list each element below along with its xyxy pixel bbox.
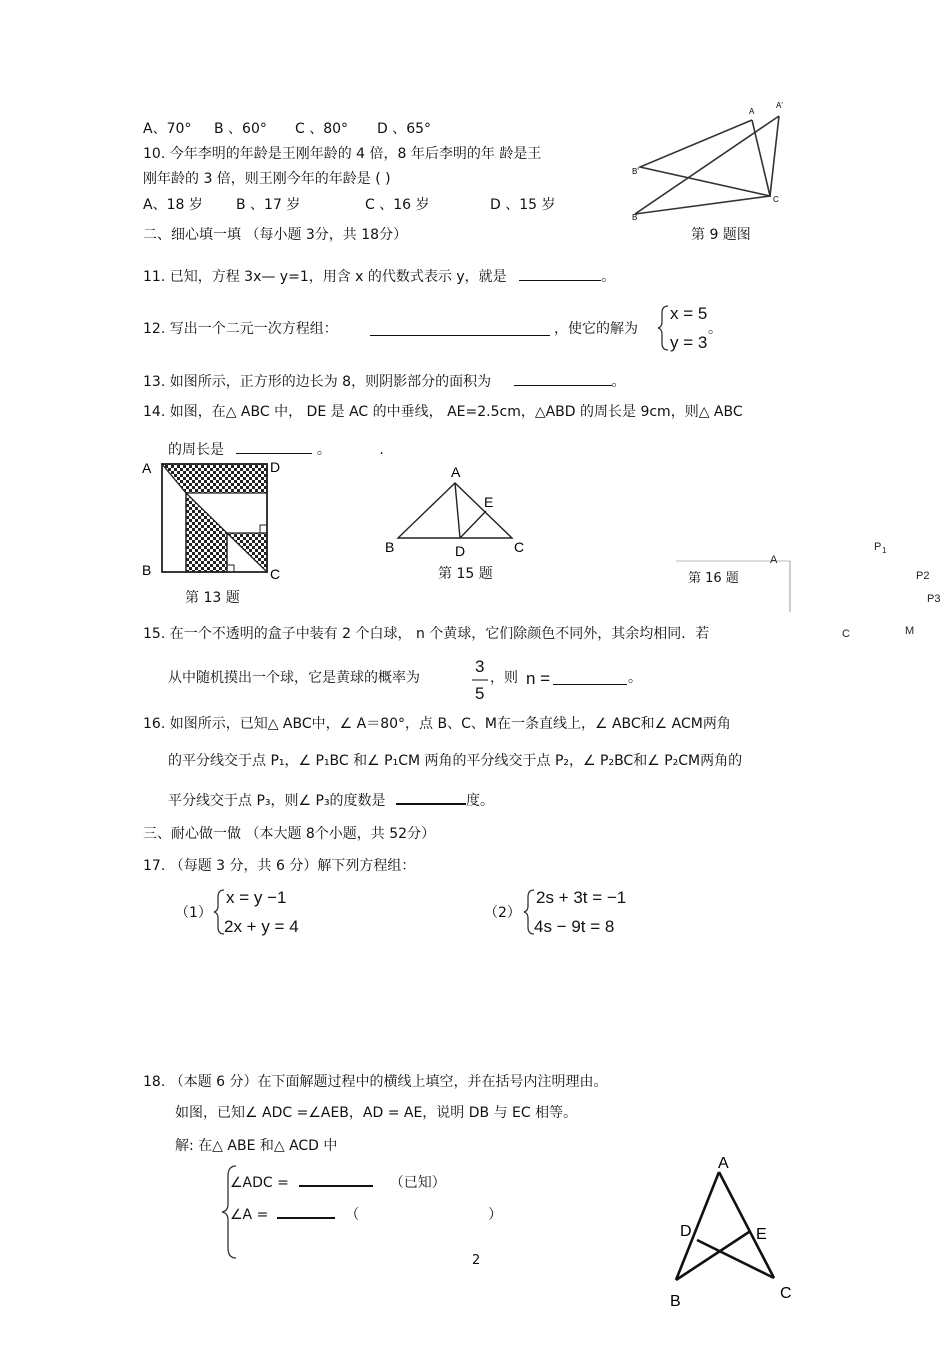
q18-row1-text: ∠ADC = [230,1175,289,1191]
fig18-label-c: C [780,1285,792,1302]
fig16-label-a: A [770,554,778,566]
fig9-label-c: C [773,195,779,204]
fig15-caption: 第 15 题 [438,566,493,582]
q16-line3-text: 平分线交于点 P₃，则∠ P₃的度数是 [168,793,386,809]
fig13-caption: 第 13 题 [185,590,240,606]
fig18-label-e: E [756,1226,767,1243]
fig9-label-a-prime: A' [776,101,783,110]
q17-p1-label: （1） [175,905,212,921]
q11-text: 11. 已知，方程 3x— y=1，用含 x 的代数式表示 y，就是 [143,269,507,285]
q14-line1: 14. 如图，在△ ABC 中， DE 是 AC 的中垂线， AE=2.5cm，△ABD 的周长是 9cm，则△ ABC [143,404,743,420]
fig15-label-e: E [484,494,494,510]
q10-option-d: D 、15 岁 [490,197,556,213]
q11-end: 。 [601,269,616,285]
q18-text: 18. （本题 6 分）在下面解题过程中的横线上填空，并在括号内注明理由。 [143,1074,608,1090]
q9-option-c: C 、80° [295,121,349,137]
q18-row2-open: （ [345,1207,360,1223]
q17-p1-eq2: 2x + y = 4 [224,917,299,936]
q12-eq1: x = 5 [670,304,708,323]
q16-line2: 的平分线交于点 P₁，∠ P₁BC 和∠ P₁CM 两角的平分线交于点 P₂，∠ P₂BC和∠ P₂CM两角的 [168,753,743,769]
q10-option-c: C 、16 岁 [365,197,430,213]
q17-text: 17. （每题 3 分，共 6 分）解下列方程组： [143,858,416,874]
fig16-label-p1: P [874,541,882,553]
q15-end: 。 [628,670,642,686]
fig9-caption: 第 9 题图 [691,227,751,243]
q18-solution: 解: 在△ ABE 和△ ACD 中 [175,1138,338,1154]
q17-p2-eq2: 4s − 9t = 8 [534,917,615,936]
q17-p2-label: （2） [484,905,521,921]
fig15-label-c: C [514,539,525,555]
fig15-label-d: D [455,543,466,559]
q15-var: n = [526,669,551,688]
fig13-label-c: C [270,566,281,582]
fig13-label-d: D [270,459,281,475]
fig15-label-a: A [451,464,461,480]
q18-row2-close: ） [488,1207,503,1223]
fig13-label-a: A [142,460,152,476]
q18-row2-text: ∠A = [230,1207,269,1223]
q14-end: 。 [316,442,331,458]
q9-option-d: D 、65° [377,121,432,137]
q15-line2: 从中随机摸出一个球，它是黄球的概率为 [168,670,420,686]
q14-line2-text: 的周长是 [168,442,224,458]
q12-end: 。 [708,321,722,337]
q9-option-a: A、70° [143,121,192,137]
fig15-label-b: B [385,539,395,555]
fig9-label-b-prime: B' [632,167,639,176]
fig16-label-m: M [905,625,915,637]
fig16-label-p3: P3 [927,593,941,605]
fig16-caption: 第 16 题 [688,571,739,586]
q18-row1-reason: （已知） [389,1175,446,1191]
fig18-label-d: D [680,1223,692,1240]
q16-end: 度。 [466,793,495,809]
fig13-label-b: B [142,562,152,578]
q14-dot: . [379,442,384,458]
q15-line1: 15. 在一个不透明的盒子中装有 2 个白球， n 个黄球，它们除颜色不同外，其余均相同．若 [143,626,710,642]
q12-text: 12. 写出一个二元一次方程组： [143,321,338,337]
section3-heading: 三、耐心做一做 （本大题 8个小题，共 52分） [143,826,436,842]
q10-line2: 刚年龄的 3 倍，则王刚今年的年龄是 ( ) [143,171,391,187]
q16-line1: 16. 如图所示，已知△ ABC中，∠ A＝80°，点 B、C、M在一条直线上，∠ ABC和∠ ACM两角 [143,716,731,732]
fig18-label-b: B [670,1293,681,1310]
section2-heading: 二、细心填一填 （每小题 3分，共 18分） [143,227,408,243]
q13-text: 13. 如图所示，正方形的边长为 8，则阴影部分的面积为 [143,374,492,390]
fig9-label-b: B [632,213,638,222]
q12-mid: ，使它的解为 [554,321,638,337]
fig18-label-a: A [718,1155,729,1172]
q10-line1: 10. 今年李明的年龄是王刚年龄的 4 倍，8 年后李明的年 龄是王 [143,146,542,162]
q13-end: 。 [611,374,626,390]
q9-option-b: B 、60° [214,121,267,137]
page-number: 2 [472,1253,481,1268]
q18-given: 如图，已知∠ ADC =∠AEB，AD = AE，说明 DB 与 EC 相等。 [175,1105,578,1121]
fig16-label-p2: P2 [916,570,930,582]
fig9-label-a: A [749,107,755,116]
q10-option-a: A、18 岁 [143,197,203,213]
q17-p1-eq1: x = y −1 [226,888,287,907]
fig16-label-p1-sub: 1 [882,546,887,555]
q15-fraction-num: 3 [475,657,485,676]
q15-fraction-den: 5 [475,684,485,703]
q17-p2-eq1: 2s + 3t = −1 [536,888,627,907]
q15-mid: ，则 [490,670,518,686]
fig16-label-c: C [842,628,850,640]
q10-option-b: B 、17 岁 [236,197,301,213]
q12-eq2: y = 3 [670,333,708,352]
